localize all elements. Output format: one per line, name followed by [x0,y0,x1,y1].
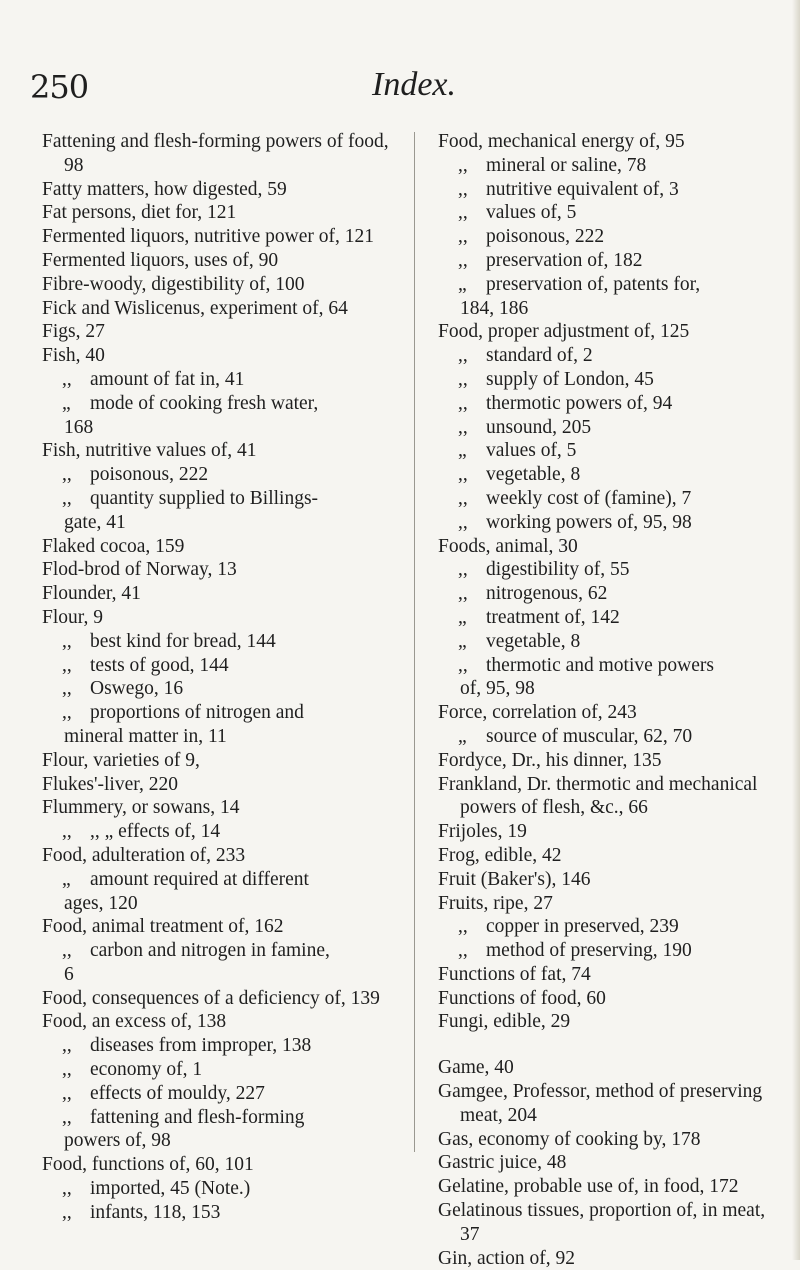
index-entry [438,320,784,344]
index-entry [438,535,784,559]
entry-text: Food, proper adjustment of, 125 [438,321,690,343]
index-entry [438,1080,784,1128]
index-entry [42,1153,390,1177]
index-entry [438,1056,784,1080]
entry-text: Flaked cocoa, 159 [42,535,185,557]
entry-text: preservation of, patents for, [486,273,701,295]
entry-text: source of muscular, 62, 70 [486,725,693,747]
index-subentry [438,178,784,202]
index-entry [438,1199,784,1247]
entry-text: Food, functions of, 60, 101 [42,1154,254,1176]
index-entry [42,297,390,321]
ditto-mark: ,, [458,487,468,509]
entry-text: Flod-brod of Norway, 13 [42,559,237,581]
ditto-mark: „ [458,630,467,652]
entry-text: of, 95, 98 [460,678,535,700]
entry-text: Figs, 27 [42,321,105,343]
entry-text: Foods, animal, 30 [438,535,578,557]
entry-text: Fruit (Baker's), 146 [438,868,591,890]
index-subentry [42,1058,390,1082]
entry-text: Flounder, 41 [42,583,141,605]
ditto-mark: ,, [458,345,468,367]
entry-text: Food, adulteration of, 233 [42,844,246,866]
ditto-mark: ,, [62,702,72,724]
index-column-left [42,130,390,1225]
ditto-mark: ,, [458,559,468,581]
ditto-mark: ,, [458,940,468,962]
entry-text: fattening and flesh-forming [90,1106,305,1128]
index-entry [42,225,390,249]
index-entry [42,344,390,368]
index-entry [42,535,390,559]
index-continuation [42,416,390,440]
entry-text: best kind for bread, 144 [90,630,276,652]
entry-text: 184, 186 [460,297,529,319]
ditto-mark: ,, [458,154,468,176]
index-subentry [438,606,784,630]
ditto-mark: ,, [458,202,468,224]
ditto-mark: ,, [62,678,72,700]
index-entry [438,1128,784,1152]
entry-text: Force, correlation of, 243 [438,702,637,724]
index-subentry [42,630,390,654]
entry-text: thermotic and motive powers [486,654,714,676]
entry-text: poisonous, 222 [486,226,605,248]
entry-text: Functions of food, 60 [438,987,606,1009]
index-subentry [42,820,390,844]
index-entry [42,844,390,868]
entry-text: Fish, 40 [42,345,105,367]
entry-text: thermotic powers of, 94 [486,392,673,414]
entry-text: proportions of nitrogen and [90,702,304,724]
ditto-mark: ,, [62,368,72,390]
entry-text: mode of cooking fresh water, [90,392,319,414]
index-subentry [42,939,390,963]
entry-text: Fish, nutritive values of, 41 [42,440,257,462]
entry-text: Gin, action of, 92 [438,1247,576,1269]
entry-text: amount of fat in, 41 [90,368,245,390]
entry-text: copper in preserved, 239 [486,916,679,938]
entry-text: Gelatinous tissues, proportion of, in meat, 37 [438,1200,766,1245]
index-entry [438,987,784,1011]
entry-text: ages, 120 [64,892,138,914]
entry-text: standard of, 2 [486,345,593,367]
entry-text: economy of, 1 [90,1059,203,1081]
entry-text: imported, 45 (Note.) [90,1178,251,1200]
index-entry [438,1151,784,1175]
index-subentry [42,1177,390,1201]
ditto-mark: ,, [62,1178,72,1200]
index-continuation [42,511,390,535]
ditto-mark: ,, [62,821,72,843]
entry-text: mineral matter in, 11 [64,725,227,747]
entry-text: Flour, 9 [42,606,103,628]
entry-text: Gastric juice, 48 [438,1152,567,1174]
index-subentry [42,487,390,511]
entry-text: effects of mouldy, 227 [90,1082,265,1104]
entry-text: nutritive equivalent of, 3 [486,178,679,200]
index-entry [438,892,784,916]
entry-text: working powers of, 95, 98 [486,511,692,533]
entry-text: Fattening and flesh-forming powers of food, 98 [42,131,389,176]
index-entry [42,749,390,773]
entry-text: diseases from improper, 138 [90,1035,312,1057]
index-entry [42,439,390,463]
index-subentry [42,654,390,678]
entry-text: poisonous, 222 [90,464,209,486]
index-subentry [438,630,784,654]
entry-text: Food, consequences of a deficiency of, 139 [42,987,380,1009]
ditto-mark: „ [458,725,467,747]
entry-text: Flummery, or sowans, 14 [42,797,240,819]
index-continuation [42,963,390,987]
ditto-mark: „ [62,868,71,890]
index-entry [438,773,784,821]
index-subentry [438,225,784,249]
ditto-mark: ,, [62,1035,72,1057]
ditto-mark: „ [458,273,467,295]
index-subentry [438,439,784,463]
entry-text: Food, animal treatment of, 162 [42,916,284,938]
ditto-mark: ,, [62,630,72,652]
entry-text: Frijoles, 19 [438,821,527,843]
entry-text: gate, 41 [64,511,126,533]
entry-text: 168 [64,416,94,438]
entry-text: 6 [64,963,74,985]
index-subentry [438,582,784,606]
entry-text: Fatty matters, how digested, 59 [42,178,287,200]
entry-text: Frankland, Dr. thermotic and mechanical powers of flesh, &c., 66 [438,773,758,819]
ditto-mark: ,, [458,249,468,271]
index-subentry [42,1034,390,1058]
index-subentry [438,939,784,963]
entry-text: Fruits, ripe, 27 [438,892,553,914]
ditto-mark: ,, [62,1059,72,1081]
index-gap [438,1034,784,1056]
index-entry [438,1247,784,1270]
ditto-mark: ,, [458,654,468,676]
entry-text: values of, 5 [486,440,577,462]
entry-text: Oswego, 16 [90,678,184,700]
ditto-mark: ,, [62,464,72,486]
entry-text: Game, 40 [438,1057,514,1079]
page-edge [792,0,800,1260]
entry-text: infants, 118, 153 [90,1201,221,1223]
entry-text: treatment of, 142 [486,606,620,628]
index-subentry [42,1106,390,1130]
index-entry [42,273,390,297]
index-subentry [42,677,390,701]
index-continuation [438,677,784,701]
entry-text: Fermented liquors, nutritive power of, 121 [42,226,374,248]
index-subentry [438,654,784,678]
index-subentry [438,511,784,535]
ditto-mark: „ [458,606,467,628]
entry-text: Flukes'-liver, 220 [42,773,178,795]
index-entry [42,320,390,344]
index-entry [438,1175,784,1199]
ditto-mark: ,, [458,511,468,533]
entry-text: Functions of fat, 74 [438,963,591,985]
index-continuation [42,892,390,916]
index-subentry [42,463,390,487]
entry-text: Fermented liquors, uses of, 90 [42,249,279,271]
entry-text: Fat persons, diet for, 121 [42,202,237,224]
index-subentry [438,915,784,939]
index-entry [438,749,784,773]
entry-text: carbon and nitrogen in famine, [90,940,330,962]
entry-text: weekly cost of (famine), 7 [486,487,692,509]
index-subentry [438,487,784,511]
index-entry [42,558,390,582]
entry-text: ,, „ effects of, 14 [90,821,221,843]
ditto-mark: ,, [62,1201,72,1223]
index-entry [42,987,390,1011]
index-subentry [42,368,390,392]
index-entry [42,606,390,630]
entry-text: tests of good, 144 [90,654,229,676]
column-divider [414,132,415,1152]
index-entry [42,915,390,939]
index-entry [42,773,390,797]
ditto-mark: ,, [62,1106,72,1128]
index-entry [42,249,390,273]
index-subentry [438,416,784,440]
entry-text: Flour, varieties of 9, [42,749,200,771]
entry-text: digestibility of, 55 [486,559,630,581]
entry-text: Food, mechanical energy of, 95 [438,131,685,152]
index-column-right [438,130,784,1270]
entry-text: values of, 5 [486,202,577,224]
index-subentry [438,463,784,487]
ditto-mark: „ [62,392,71,414]
entry-text: unsound, 205 [486,416,592,438]
ditto-mark: ,, [458,178,468,200]
index-continuation [438,297,784,321]
running-head: Index. [372,66,457,103]
index-subentry [438,273,784,297]
index-entry [42,582,390,606]
entry-text: Fungi, edible, 29 [438,1011,571,1033]
index-subentry [438,368,784,392]
entry-text: amount required at different [90,868,309,890]
ditto-mark: ,, [458,416,468,438]
entry-text: supply of London, 45 [486,368,654,390]
entry-text: Food, an excess of, 138 [42,1011,227,1033]
entry-text: Fick and Wislicenus, experiment of, 64 [42,297,348,319]
index-entry [42,201,390,225]
ditto-mark: ,, [458,916,468,938]
entry-text: method of preserving, 190 [486,940,692,962]
index-subentry [438,558,784,582]
entry-text: quantity supplied to Billings- [90,487,319,509]
ditto-mark: ,, [458,583,468,605]
entry-text: powers of, 98 [64,1130,171,1152]
index-subentry [42,1201,390,1225]
index-entry [438,701,784,725]
index-subentry [42,868,390,892]
page-number: 250 [30,68,89,106]
ditto-mark: ,, [62,654,72,676]
entry-text: Gamgee, Professor, method of preserving meat, 204 [438,1081,763,1126]
entry-text: Gelatine, probable use of, in food, 172 [438,1176,739,1198]
index-subentry [42,1082,390,1106]
index-entry [438,844,784,868]
entry-text: vegetable, 8 [486,630,581,652]
ditto-mark: ,, [62,1082,72,1104]
index-subentry [438,725,784,749]
index-entry [438,868,784,892]
index-entry [42,796,390,820]
entry-text: nitrogenous, 62 [486,583,608,605]
ditto-mark: ,, [458,392,468,414]
index-entry [438,1010,784,1034]
index-subentry [438,392,784,416]
index-entry [42,130,390,178]
ditto-mark: ,, [62,940,72,962]
ditto-mark: ,, [458,226,468,248]
index-subentry [438,201,784,225]
index-subentry [42,392,390,416]
index-entry [438,130,784,154]
ditto-mark: ,, [62,487,72,509]
index-entry [438,963,784,987]
entry-text: Gas, economy of cooking by, 178 [438,1128,701,1150]
ditto-mark: ,, [458,464,468,486]
entry-text: preservation of, 182 [486,249,643,271]
entry-text: Frog, edible, 42 [438,844,562,866]
index-continuation [42,1129,390,1153]
entry-text: vegetable, 8 [486,464,581,486]
index-subentry [42,701,390,725]
entry-text: Fordyce, Dr., his dinner, 135 [438,749,662,771]
index-entry [42,1010,390,1034]
index-entry [438,820,784,844]
index-subentry [438,249,784,273]
ditto-mark: „ [458,440,467,462]
index-subentry [438,344,784,368]
index-subentry [438,154,784,178]
entry-text: Fibre-woody, digestibility of, 100 [42,273,305,295]
index-continuation [42,725,390,749]
ditto-mark: ,, [458,368,468,390]
entry-text: mineral or saline, 78 [486,154,647,176]
index-entry [42,178,390,202]
